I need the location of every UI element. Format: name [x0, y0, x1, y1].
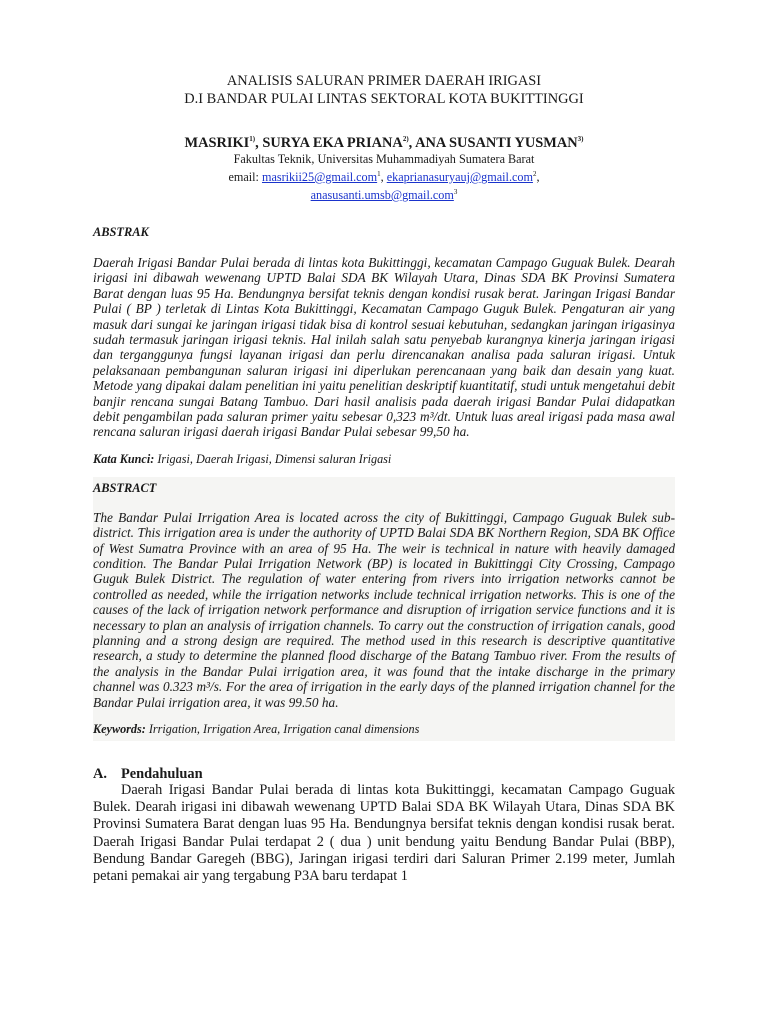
section-heading-pendahuluan — [93, 766, 675, 782]
author-2: SURYA EKA PRIANA — [262, 134, 403, 151]
paper-title — [93, 72, 675, 108]
author-list: MASRIKI$^{1)}$, SURYA EKA PRIANA$^{2)}$, ANA SUSANTI YUSMAN$^{3)}$ — [184, 134, 584, 151]
author-1-affil-mark: 1) — [249, 135, 256, 143]
title-line-2: D.I BANDAR PULAI LINTAS SEKTORAL KOTA BUKITTINGGI — [184, 91, 584, 107]
email-line: email: masrikii25@gmail.com$^1$, ekaprianasuryauj@gmail.com$^2$, — [228, 169, 540, 184]
title-line-1: ANALISIS SALURAN PRIMER DAERAH IRIGASI — [226, 73, 542, 89]
email-label: email: — [228, 169, 259, 184]
abstrak-text: Daerah Irigasi Bandar Pulai berada di lintas kota Bukittinggi, kecamatan Campago Guguak Bulek. Dearah irigasi ini dibawah wewenang UPTD Balai SDA BK Wilayah Utara, Dinas SDA BK Provinsi Sumatera Barat dengan luas 95 Ha. Bendungnya bersifat teknis dengan kondisi rusak berat. Jaringan Irigasi Bandar Pulai ( BP ) terletak di Lintas Kota Bukittinggi, Kecamatan Campago Guguk Bulek. Pengaturan air yang masuk dari sungai ke jaringan irigasi tidak bisa di kontrol sesuai kebutuhan, sedangkan jaringan irigasinya sudah termasuk jaringan irigasi teknis. Hal inilah salah satu penyebab kurangnya kinerja jaringan irigasi dan terganggunya fungsi layanan irigasi dan perlu direncanakan analisa pada saluran irigasi. Untuk pelaksanaan pembangunan saluran irigasi ini diperlukan perencanaan yang baik dan desain yang kuat. Metode yang dipakai dalam penelitian ini yaitu penelitian deskriptif kuantitatif, studi untuk mengetahui debit banjir rencana sungai Batang Tambuo. Dari hasil analisis pada daerah irigasi Bandar Pulai didapatkan debit pengambilan pada saluran primer yaitu sebesar 0,323 m³/dt. Untuk luas areal irigasi pada masa awal rencana saluran irigasi daerah irigasi Bandar Pulai sebesar 99,50 ha. — [93, 254, 675, 440]
paper-page — [93, 72, 675, 900]
keywords-label: Keywords: — [93, 722, 146, 737]
abstrak-heading: ABSTRAK — [93, 224, 149, 239]
english-abstract-box — [93, 477, 675, 741]
keywords-values: Irrigation, Irrigation Area, Irrigation canal dimensions — [148, 722, 420, 737]
kata-kunci-label: Kata Kunci: — [93, 451, 155, 466]
kata-kunci-values: Irigasi, Daerah Irigasi, Dimensi saluran Irigasi — [157, 451, 392, 466]
institution: Fakultas Teknik, Universitas Muhammadiyah Sumatera Barat — [233, 151, 535, 166]
keywords — [93, 722, 675, 739]
email-line-2 — [93, 185, 675, 203]
section-title: Pendahuluan — [121, 766, 203, 783]
email-2-mark: 2 — [532, 169, 537, 178]
affiliation — [93, 152, 675, 203]
abstract-text: The Bandar Pulai Irrigation Area is located across the city of Bukittinggi, Campago Guguak Bulek sub-district. This irrigation area is under the authority of UPTD Balai SDA BK Northern Region, SDA BK Office of West Sumatra Province with an area of 95 Ha. The weir is technical in nature with heavily damaged condition. The Bandar Pulai Irrigation Network (BP) is located in Bukittinggi City Crossing, Campago Guguk Bulek District. The regulation of water entering from rivers into irrigation networks cannot be controlled as needed, while the irrigation networks include technical irrigation networks. This is one of the causes of the lack of irrigation network performance and disruption of irrigation service functions and it is necessary to plan an analysis of irrigation channels. To carry out the construction of irrigation canals, good planning and a strong design are required. The method used in this research is descriptive quantitative research, a study to determine the planned flood discharge of the Batang Tambuo river. From the results of the analysis in the Bandar Pulai irrigation area, it was found that the intake discharge in the primary channel was 0.323 m³/s. For the area of irrigation in the early days of the planned irrigation channel for the Bandar Pulai irrigation area, it was 99.50 ha. — [93, 509, 675, 710]
email-link-2[interactable]: ekaprianasuryauj@gmail.com — [386, 169, 533, 184]
kata-kunci — [93, 452, 675, 467]
author-3: ANA SUSANTI YUSMAN — [415, 134, 578, 151]
email-link-1[interactable]: masrikii25@gmail.com — [261, 169, 378, 184]
author-2-affil-mark: 2) — [402, 135, 409, 143]
email-1-mark: 1 — [377, 169, 381, 178]
author-3-affil-mark: 3) — [577, 135, 584, 143]
email-3-mark: 3 — [453, 187, 458, 196]
email-link-3[interactable]: anasusanti.umsb@gmail.com — [310, 187, 454, 202]
abstract-heading: ABSTRACT — [93, 480, 157, 495]
section-paragraph: Daerah Irigasi Bandar Pulai berada di lintas kota Bukittinggi, kecamatan Campago Guguak Bulek. Dearah irigasi ini dibawah wewenang UPTD Balai SDA BK Wilayah Utara, Dinas SDA BK Provinsi Sumatera Barat dengan luas 95 Ha. Bendungnya bersifat teknis dengan kondisi rusak berat. Daerah Irigasi Bandar Pulai terdapat 2 ( dua ) unit bendung yaitu Bendung Bandar Pulai (BBP), Bendung Bandar Garegeh (BBG), Jaringan irigasi terdiri dari Saluran Primer 2.199 meter, Jumlah petani pemakai air yang tergabung P3A baru terdapat 1 — [93, 782, 675, 885]
author-1: MASRIKI — [184, 134, 250, 151]
section-number: A. — [93, 766, 107, 783]
